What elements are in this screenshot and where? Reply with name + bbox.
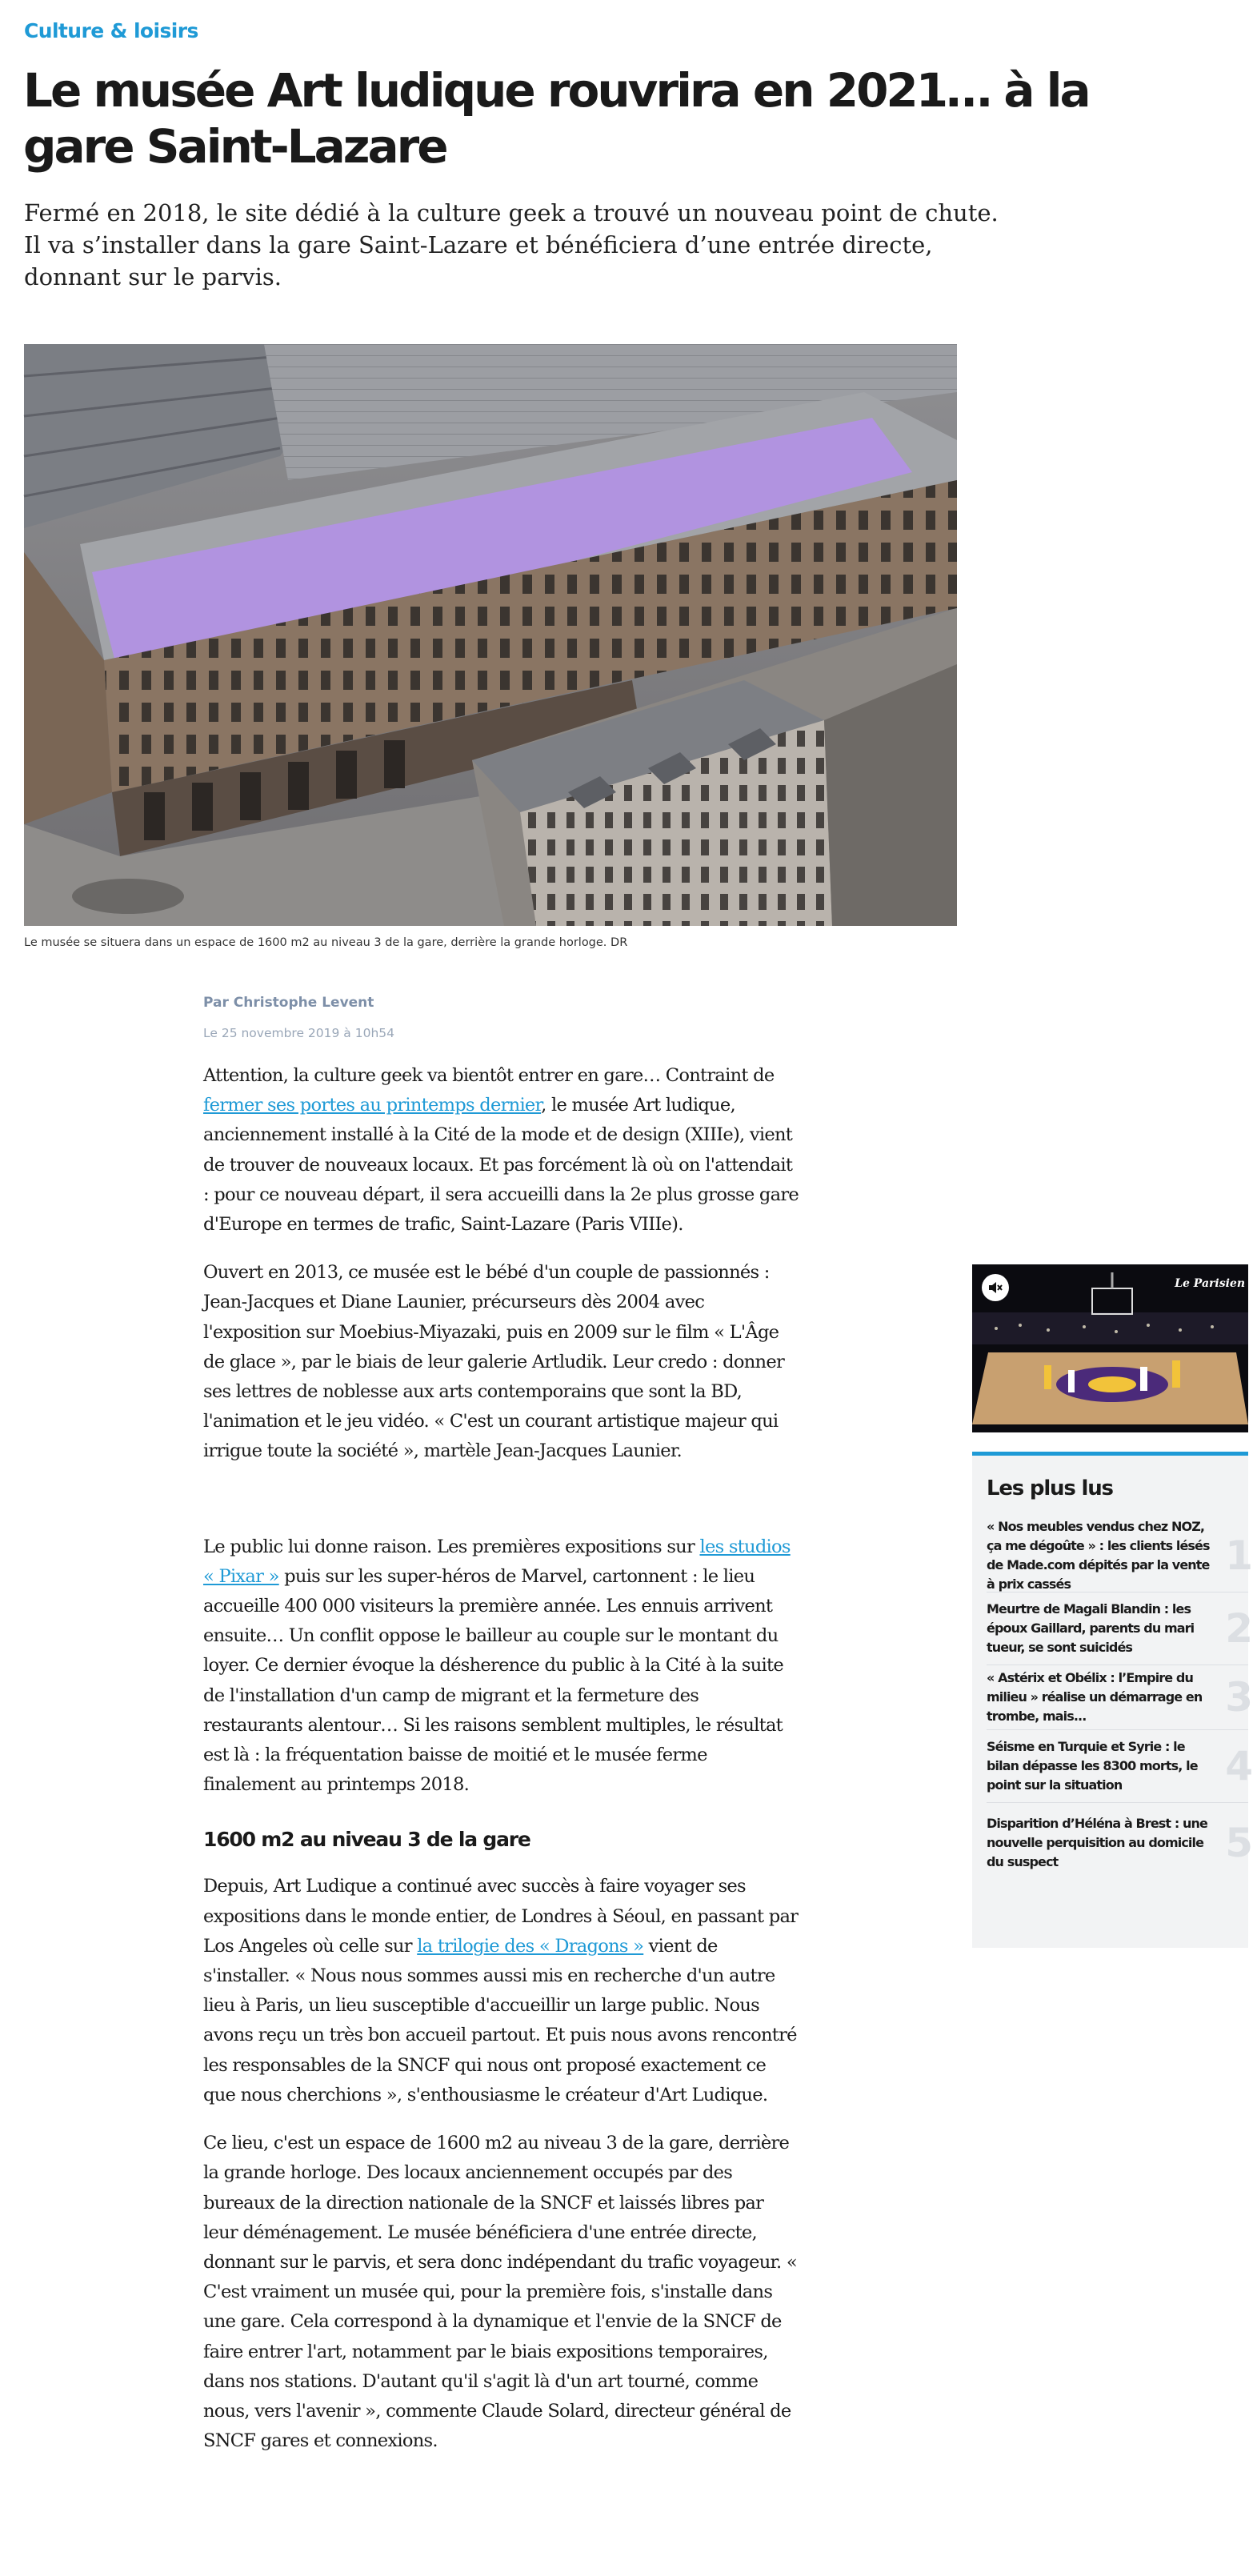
rank-number: 5: [1225, 1820, 1253, 1866]
paragraph: Depuis, Art Ludique a continué avec succès à faire voyager ses expositions dans le monde entier, de Londres à Séoul, en passant par Los Angeles où celle sur la trilogie des « Dragons » vient de s'installer. « Nous nous sommes aussi mis en recherche d'un autre lieu à Paris, un lieu susceptible d'accueillir un large public. Nous avons reçu un très bon accueil partout. Et puis nous avons rencontré les responsables de la SNCF qui nous ont proposé exactement ce que nous cherchions », s'enthousiasme le créateur d'Art Ludique.: [203, 1876, 799, 2105]
most-read-item[interactable]: Disparition d’Héléna à Brest : une nouvelle perquisition au domicile du suspect 5: [987, 1816, 1253, 1869]
paragraph: Ouvert en 2013, ce musée est le bébé d'un couple de passionnés : Jean-Jacques et Diane Launier, précurseurs dès 2004 avec l'exposition sur Moebius-Miyazaki, puis en 2009 sur le film « L'Âge de glace », par le biais de leur galerie Artludik. Leur credo : donner ses lettres de noblesse aux arts contemporains que sont la BD, l'animation et le jeu vidéo. « C'est un courant artistique majeur qui irrigue toute la société », martèle Jean-Jacques Launier.: [203, 1262, 785, 1462]
most-read-item[interactable]: « Astérix et Obélix : l’Empire du milieu » réalise un démarrage en trombe, mais... 3: [987, 1665, 1248, 1730]
rank-number: 3: [1225, 1674, 1253, 1721]
article-headline: Le musée Art ludique rouvrira en 2021… à la gare Saint-Lazare: [23, 63, 1089, 174]
most-read-panel: [972, 1452, 1253, 1948]
paragraph: Ce lieu, c'est un espace de 1600 m2 au niveau 3 de la gare, derrière la grande horloge. Des locaux anciennement occupés par des bureaux de la direction nationale de la SNCF et laissés libres par leur déménagement. Le musée bénéficiera d'une entrée directe, donnant sur le parvis, et sera donc indépendant du trafic voyageur. « C'est vraiment un musée qui, pour la première fois, s'installe dans une gare. Cela correspond à la dynamique et l'envie de la SNCF de faire entrer l'art, notamment par le biais expositions temporaires, dans nos stations. D'autant qu'il s'agit là d'un art tourné, comme nous, vers l'avenir », commente Claude Solard, directeur général de SNCF gares et connexions.: [203, 2133, 797, 2452]
rubric-link[interactable]: Culture & loisirs: [24, 19, 198, 42]
most-read-item[interactable]: Meurtre de Magali Blandin : les époux Gaillard, parents du mari tueur, se sont suicidés 2: [987, 1592, 1248, 1665]
rank-number: 4: [1225, 1743, 1253, 1789]
author-byline[interactable]: Par Christophe Levent: [203, 995, 374, 1011]
hero-image-illustration: [24, 344, 957, 926]
video-brand: Le Parisien: [1175, 1277, 1245, 1290]
image-caption: Le musée se situera dans un espace de 1600 m2 au niveau 3 de la gare, derrière la grande horloge. DR: [24, 936, 628, 949]
paragraph: Le public lui donne raison. Les premières expositions sur les studios « Pixar » puis sur les super-héros de Marvel, cartonnent : le lieu accueille 400 000 visiteurs la première année. Les ennuis arrivent ensuite… Un conflit oppose le bailleur au couple sur le montant du loyer. Ce dernier évoque la désherence du public à la Cité à la suite de l'installation d'un camp de migrant et la fermeture des restaurants alentour… Si les raisons semblent multiples, le résultat est là : la fréquentation baisse de moitié et le musée ferme finalement au printemps 2018.: [203, 1536, 791, 1796]
rank-number: 1: [1225, 1532, 1253, 1579]
publish-date: Le 25 novembre 2019 à 10h54: [203, 1026, 394, 1040]
hero-image: [24, 344, 957, 926]
mute-button[interactable]: [982, 1274, 1009, 1301]
mute-icon: [987, 1280, 1003, 1296]
article-lead: Fermé en 2018, le site dédié à la culture geek a trouvé un nouveau point de chute. Il va s’installer dans la gare Saint-Lazare et bénéficiera d’une entrée directe, donnant sur le parvis.: [24, 199, 999, 290]
paragraph: Attention, la culture geek va bientôt entrer en gare… Contraint de fermer ses portes au printemps dernier, le musée Art ludique, anciennement installé à la Cité de la mode et de design (XIIIe), vient de trouver de nouveaux locaux. Et pas forcément là où on l'attendait : pour ce nouveau départ, il sera accueilli dans la 2e plus grosse gare d'Europe en termes de trafic, Saint-Lazare (Paris VIIIe).: [203, 1065, 799, 1236]
video-player[interactable]: [972, 1264, 1248, 1432]
most-read-item[interactable]: « Nos meubles vendus chez NOZ, ça me dégoûte » : les clients lésés de Made.com dépités par la vente à prix cassés 1: [987, 1519, 1253, 1592]
article-subheading: 1600 m2 au niveau 3 de la gare: [203, 1828, 530, 1852]
inline-link[interactable]: fermer ses portes au printemps dernier: [203, 1095, 542, 1116]
most-read-title: Les plus lus: [987, 1476, 1113, 1500]
rank-number: 2: [1225, 1605, 1253, 1652]
inline-link[interactable]: les studios « Pixar »: [203, 1536, 791, 1587]
inline-link[interactable]: la trilogie des « Dragons »: [417, 1935, 644, 1957]
article-body: [203, 1061, 802, 2456]
most-read-item[interactable]: Séisme en Turquie et Syrie : le bilan dépasse les 8300 morts, le point sur la situation 4: [987, 1730, 1248, 1803]
most-read-list: [987, 1519, 1253, 1883]
